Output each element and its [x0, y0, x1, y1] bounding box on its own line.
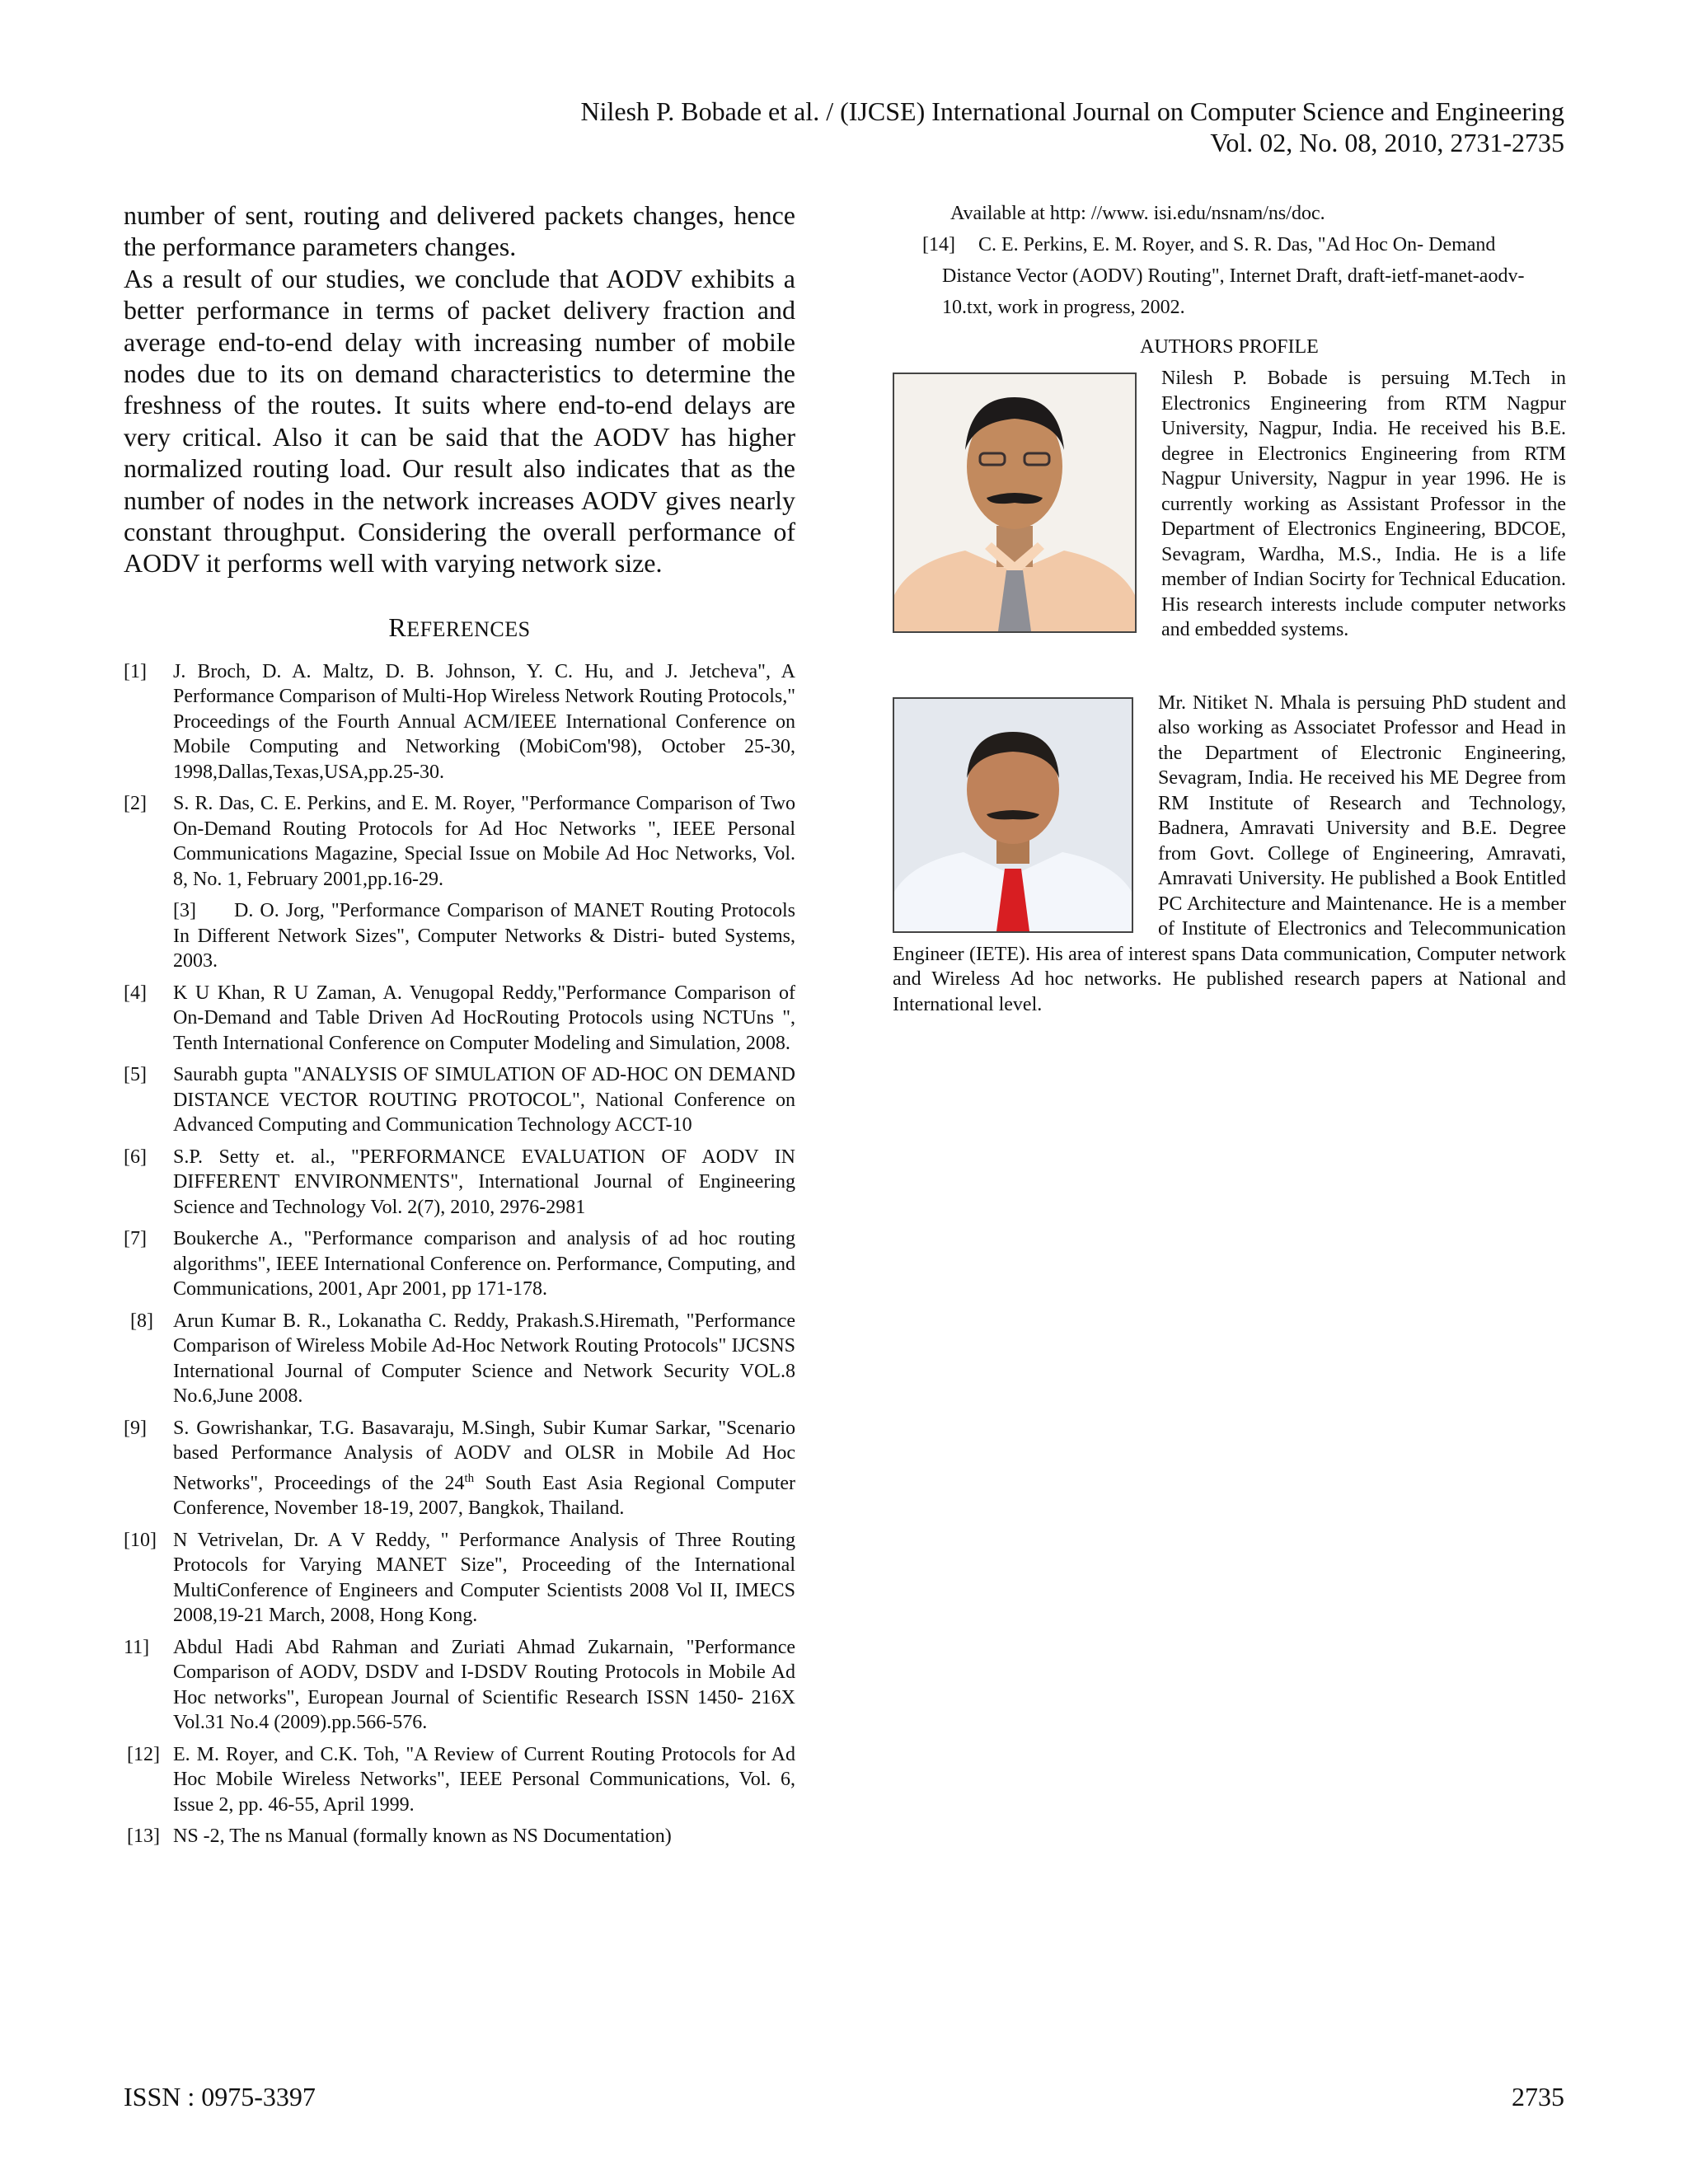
reference-item: [124, 1309, 795, 1409]
reference-text: C. E. Perkins, E. M. Royer, and S. R. Das, "Ad Hoc On- Demand Distance Vector (AODV) Routing", Internet Draft, draft-ietf-manet-aodv-10.txt, work in progress, 2002.: [942, 234, 1525, 318]
conclusion-paragraph-1: number of sent, routing and delivered packets changes, hence the performance parameters changes.: [124, 200, 795, 262]
reference-item: [124, 898, 795, 974]
references-heading: REFERENCES: [388, 612, 531, 642]
reference-number: 11]: [124, 1636, 150, 1658]
reference-item: [124, 791, 795, 892]
reference-number: [3]: [173, 900, 196, 922]
reference-number: [1]: [124, 660, 147, 682]
running-header: [328, 96, 1564, 158]
reference-item: [124, 1145, 795, 1221]
author-photo-2: [893, 697, 1133, 933]
reference-item: [124, 981, 795, 1057]
reference-text: NS -2, The ns Manual (formally known as NS Documentation): [173, 1825, 672, 1848]
reference-item: [124, 1742, 795, 1818]
reference-text: D. O. Jorg, "Performance Comparison of MANET Routing Protocols In Different Network Sizes", Computer Networks & Distri- buted Systems, 2003.: [173, 900, 795, 972]
reference-number: [6]: [124, 1146, 147, 1168]
reference-item: [124, 1416, 795, 1521]
reference-number: [7]: [124, 1228, 147, 1250]
reference-text: S.P. Setty et. al., "PERFORMANCE EVALUATION OF AODV IN DIFFERENT ENVIRONMENTS", International Journal of Engineering Science and Technology Vol. 2(7), 2010, 2976-2981: [173, 1146, 795, 1218]
reference-text: J. Broch, D. A. Maltz, D. B. Johnson, Y. C. Hu, and J. Jetcheva", A Performance Comparison of Multi-Hop Wireless Network Routing Protocols," Proceedings of the Fourth Annual ACM/IEEE International Conference on Mobile Computing and Networking (MobiCom'98), October 25-30, 1998,Dallas,Texas,USA,pp.25-30.: [173, 660, 795, 783]
reference-item: [124, 1635, 795, 1736]
author-bio-2: [893, 691, 1566, 1018]
reference-number: [5]: [124, 1064, 147, 1086]
reference-text: K U Khan, R U Zaman, A. Venugopal Reddy,"Performance Comparison of On-Demand and Table Driven Ad HocRouting Protocols using NCTUns ", Tenth International Conference on Computer Modeling and Simulation, 2008.: [173, 982, 795, 1054]
right-column: [893, 198, 1566, 1017]
reference-text: Abdul Hadi Abd Rahman and Zuriati Ahmad Zukarnain, "Performance Comparison of AODV, DSDV and I-DSDV Routing Protocols in Mobile Ad Hoc networks", European Journal of Scientific Research ISSN 1450- 216X Vol.31 No.4 (2009).pp.566-576.: [173, 1636, 795, 1734]
conclusion-paragraph-2: As a result of our studies, we conclude that AODV exhibits a better performance in terms of packet delivery fraction and average end-to-end delay with increasing number of mobile nodes due to its on demand characteristics to determine the freshness of the routes. It suits where end-to-end delays are very critical. Also it can be said that the AODV has higher normalized routing load. Our result also indicates that as the number of nodes in the network increases AODV gives nearly constant throughput. Considering the overall performance of AODV it performs well with varying network size.: [124, 263, 795, 579]
reference-item: [893, 229, 1566, 323]
reference-text: Boukerche A., "Performance comparison and analysis of ad hoc routing algorithms", IEEE International Conference on. Performance, Computing, and Communications, 2001, Apr 2001, pp 171-178.: [173, 1228, 795, 1301]
author-bio-text-2: Mr. Nitiket N. Mhala is persuing PhD student and also working as Associatet Professor and Head in the Department of Electronic Engineering, Sevagram, India. He received his ME Degree from RM Institute of Research and Technology, Badnera, Amravati University and B.E. Degree from Govt. College of Engineering, Amravati, Amravati University. He published a Book Entitled PC Architecture and Maintenance. He is a member of Institute of Electronics and Telecommunication Engineer (IETE). His area of interest spans Data communication, Computer network and Wireless Ad hoc networks. He published research papers at National and International level.: [893, 691, 1566, 1015]
header-volume: Vol. 02, No. 08, 2010, 2731-2735: [1210, 128, 1564, 157]
reference-text: S. Gowrishankar, T.G. Basavaraju, M.Singh, Subir Kumar Sarkar, "Scenario based Performance Analysis of AODV and OLSR in Mobile Ad Hoc Networks", Proceedings of the 24th South East Asia Regional Computer Conference, November 18-19, 2007, Bangkok, Thailand.: [173, 1417, 796, 1520]
reference-number: [9]: [124, 1417, 147, 1439]
reference-number: [10]: [124, 1529, 157, 1551]
reference-item: [124, 1226, 795, 1302]
reference-text: Saurabh gupta "ANALYSIS OF SIMULATION OF AD-HOC ON DEMAND DISTANCE VECTOR ROUTING PROTOCOL", National Conference on Advanced Computing and Communication Technology ACCT-10: [173, 1064, 795, 1137]
reference-number: [12]: [127, 1743, 160, 1765]
reference-list: [124, 659, 795, 1849]
footer-issn: ISSN : 0975-3397: [124, 2082, 316, 2111]
header-journal: Nilesh P. Bobade et al. / (IJCSE) International Journal on Computer Science and Engineering: [580, 96, 1564, 126]
reference-item: [124, 659, 795, 785]
reference-item: [124, 1824, 795, 1849]
reference-text: N Vetrivelan, Dr. A V Reddy, " Performance Analysis of Three Routing Protocols for Varying MANET Size", Proceeding of the International MultiConference of Engineers and Computer Scientists 2008 Vol II, IMECS 2008,19-21 March, 2008, Hong Kong.: [173, 1529, 795, 1627]
author-bio-1: [893, 366, 1566, 643]
reference-number: [14]: [922, 234, 955, 255]
author-bio-text-1: Nilesh P. Bobade is persuing M.Tech in Electronics Engineering from RTM Nagpur University, Nagpur, India. He received his B.E. degree in Electronics Engineering from RTM Nagpur University, Nagpur in year 1996. He is currently working as Assistant Professor in the Department of Electronics Engineering, BDCOE, Sevagram, Wardha, M.S., India. He is a life member of Indian Socirty for Technical Education. His research interests include computer networks and embedded systems.: [1161, 368, 1566, 640]
footer-page-number: 2735: [1512, 2082, 1564, 2111]
conclusion-section: [124, 199, 795, 579]
reference-item: [124, 1528, 795, 1629]
left-column: [124, 199, 795, 1856]
reference-number: [13]: [127, 1825, 160, 1848]
author-photo-1: [893, 373, 1137, 633]
reference-13-continued: Available at http: //www. isi.edu/nsnam/ns/doc.: [950, 203, 1325, 224]
authors-profile-heading: AUTHORS PROFILE: [1140, 336, 1319, 358]
reference-item: [124, 1062, 795, 1138]
reference-number: [8]: [130, 1310, 153, 1332]
reference-text: S. R. Das, C. E. Perkins, and E. M. Royer, "Performance Comparison of Two On-Demand Routing Protocols for Ad Hoc Networks ", IEEE Personal Communications Magazine, Special Issue on Mobile Ad Hoc Networks, Vol. 8, No. 1, February 2001,pp.16-29.: [173, 793, 795, 890]
reference-number: [4]: [124, 982, 147, 1004]
reference-number: [2]: [124, 793, 147, 815]
reference-text: Arun Kumar B. R., Lokanatha C. Reddy, Prakash.S.Hiremath, "Performance Comparison of Wireless Mobile Ad-Hoc Network Routing Protocols" IJCSNS International Journal of Computer Science and Network Security VOL.8 No.6,June 2008.: [173, 1310, 795, 1408]
reference-text: E. M. Royer, and C.K. Toh, "A Review of Current Routing Protocols for Ad Hoc Mobile Wireless Networks", IEEE Personal Communications, Vol. 6, Issue 2, pp. 46-55, April 1999.: [173, 1743, 795, 1816]
